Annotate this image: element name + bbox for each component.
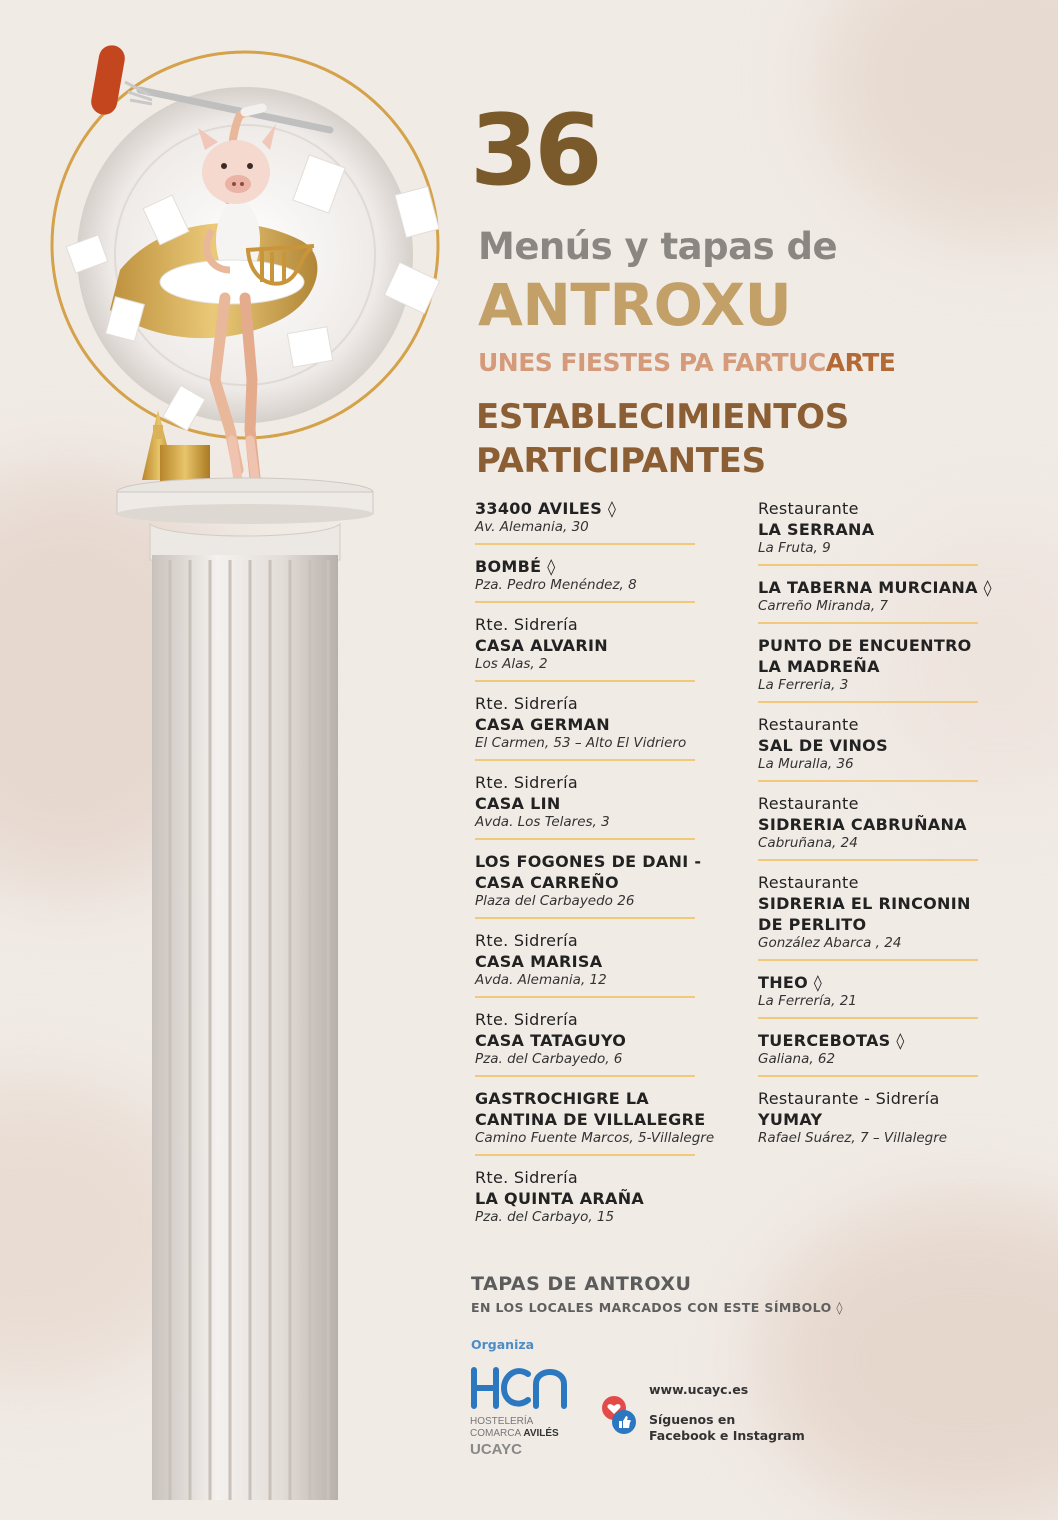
establishment-name: SAL DE VINOS <box>758 736 888 755</box>
website-link[interactable]: www.ucayc.es <box>649 1382 749 1397</box>
list-item <box>475 930 695 998</box>
establishment-address: Av. Alemania, 30 <box>475 519 589 535</box>
menu-count: 36 <box>470 94 599 208</box>
list-item <box>475 1088 715 1156</box>
establishment-address: Rafael Suárez, 7 – Villalegre <box>758 1130 948 1146</box>
establishment-name: CASA LIN <box>475 794 561 813</box>
establishment-name: CASA MARISA <box>475 952 603 971</box>
section-title-line2: PARTICIPANTES <box>476 440 766 481</box>
establishment-name: THEO ◊ <box>758 973 823 992</box>
establishment-address: Avda. Alemania, 12 <box>475 972 607 988</box>
establishment-name: TUERCEBOTAS ◊ <box>758 1031 905 1050</box>
list-item <box>475 556 695 603</box>
establishment-type: Rte. Sidrería <box>475 931 578 950</box>
establishment-address: Pza. del Carbayo, 15 <box>475 1209 615 1225</box>
establishment-name: CASA TATAGUYO <box>475 1031 627 1050</box>
list-item <box>758 577 992 624</box>
follow-line1: Síguenos en <box>649 1412 736 1427</box>
section-title <box>476 396 849 483</box>
establishment-address: Pza. del Carbayedo, 6 <box>475 1051 623 1067</box>
establishment-name-line1: PUNTO DE ENCUENTRO <box>758 636 972 655</box>
establishment-name: BOMBÉ ◊ <box>475 557 556 576</box>
pig-ballerina-illustration <box>0 0 460 1500</box>
establishment-address: Cabruñana, 24 <box>758 835 858 851</box>
list-item <box>475 693 695 761</box>
tapas-note: EN LOS LOCALES MARCADOS CON ESTE SÍMBOLO ◊ <box>471 1300 843 1315</box>
establishment-name: LA TABERNA MURCIANA ◊ <box>758 578 992 597</box>
list-item <box>475 1167 695 1233</box>
background-cloud <box>760 1200 1058 1520</box>
establishment-address: Plaza del Carbayedo 26 <box>475 893 635 909</box>
list-item <box>475 851 702 919</box>
establishment-type: Rte. Sidrería <box>475 1010 578 1029</box>
establishment-address: Avda. Los Telares, 3 <box>475 814 610 830</box>
establishment-address: La Ferreria, 3 <box>758 677 849 693</box>
establishment-address: La Fruta, 9 <box>758 540 831 556</box>
page-title: ANTROXU <box>478 271 792 339</box>
background-cloud <box>820 0 1058 240</box>
slogan <box>478 350 895 375</box>
list-item <box>475 772 695 840</box>
list-item <box>475 498 695 545</box>
establishment-name: CASA GERMAN <box>475 715 610 734</box>
list-item <box>758 635 978 703</box>
establishment-address: El Carmen, 53 – Alto El Vidriero <box>475 735 687 751</box>
establishment-address: Carreño Miranda, 7 <box>758 598 889 614</box>
social-icons <box>600 1390 640 1438</box>
establishment-type: Rte. Sidrería <box>475 773 578 792</box>
establishment-type: Restaurante - Sidrería <box>758 1089 940 1108</box>
establishments-left-column <box>475 498 715 1244</box>
list-item <box>758 1030 978 1077</box>
establishment-address: Los Alas, 2 <box>475 656 548 672</box>
establishment-name-line1: GASTROCHIGRE LA <box>475 1089 649 1108</box>
establishment-name-line2: DE PERLITO <box>758 915 867 934</box>
establishment-name: 33400 AVILES ◊ <box>475 499 617 518</box>
list-item <box>758 1088 978 1154</box>
establishment-type: Rte. Sidrería <box>475 1168 578 1187</box>
establishment-name: LA SERRANA <box>758 520 875 539</box>
establishment-type: Restaurante <box>758 715 859 734</box>
establishment-address: La Muralla, 36 <box>758 756 854 772</box>
list-item <box>475 614 695 682</box>
list-item <box>758 498 978 566</box>
establishment-name: SIDRERIA EL RINCONIN <box>758 894 971 913</box>
establishment-type: Restaurante <box>758 499 859 518</box>
list-item <box>758 714 978 782</box>
follow-us-text <box>649 1412 805 1444</box>
hca-logo <box>466 1358 586 1468</box>
logo-text-hosteleria: HOSTELERÍA <box>470 1416 534 1427</box>
list-item <box>758 972 978 1019</box>
establishment-type: Restaurante <box>758 794 859 813</box>
establishment-name: SIDRERIA CABRUÑANA <box>758 815 967 834</box>
establishment-address: La Ferrería, 21 <box>758 993 857 1009</box>
logo-text-ucayc: UCAYC <box>470 1441 522 1458</box>
establishment-type: Rte. Sidrería <box>475 694 578 713</box>
establishment-type: Rte. Sidrería <box>475 615 578 634</box>
tapas-title: TAPAS DE ANTROXU <box>471 1273 692 1295</box>
list-item <box>758 872 978 961</box>
establishment-address: Camino Fuente Marcos, 5-Villalegre <box>475 1130 715 1146</box>
section-title-line1: ESTABLECIMIENTOS <box>476 397 849 437</box>
establishment-type: Restaurante <box>758 873 859 892</box>
logo-text-comarca: COMARCA AVILÉS <box>470 1428 559 1439</box>
follow-line2: Facebook e Instagram <box>649 1428 805 1443</box>
slogan-main: UNES FIESTES PA FARTUC <box>478 348 826 377</box>
establishment-name: YUMAY <box>758 1110 823 1129</box>
establishment-name: LA MADREÑA <box>758 657 880 676</box>
establishment-name: CASA ALVARIN <box>475 636 608 655</box>
list-item <box>758 793 978 861</box>
establishment-name: CANTINA DE VILLALEGRE <box>475 1110 706 1129</box>
establishment-name-line1: LOS FOGONES DE DANI - <box>475 852 702 871</box>
establishments-right-column <box>758 498 992 1165</box>
organizer-label: Organiza <box>471 1337 535 1352</box>
establishment-address: Pza. Pedro Menéndez, 8 <box>475 577 637 593</box>
establishment-name: CASA CARREÑO <box>475 873 619 892</box>
list-item <box>475 1009 695 1077</box>
establishment-address: González Abarca , 24 <box>758 935 902 951</box>
establishment-name: LA QUINTA ARAÑA <box>475 1189 645 1208</box>
subtitle: Menús y tapas de <box>478 225 838 268</box>
establishment-address: Galiana, 62 <box>758 1051 836 1067</box>
slogan-highlight: ARTE <box>825 348 896 377</box>
